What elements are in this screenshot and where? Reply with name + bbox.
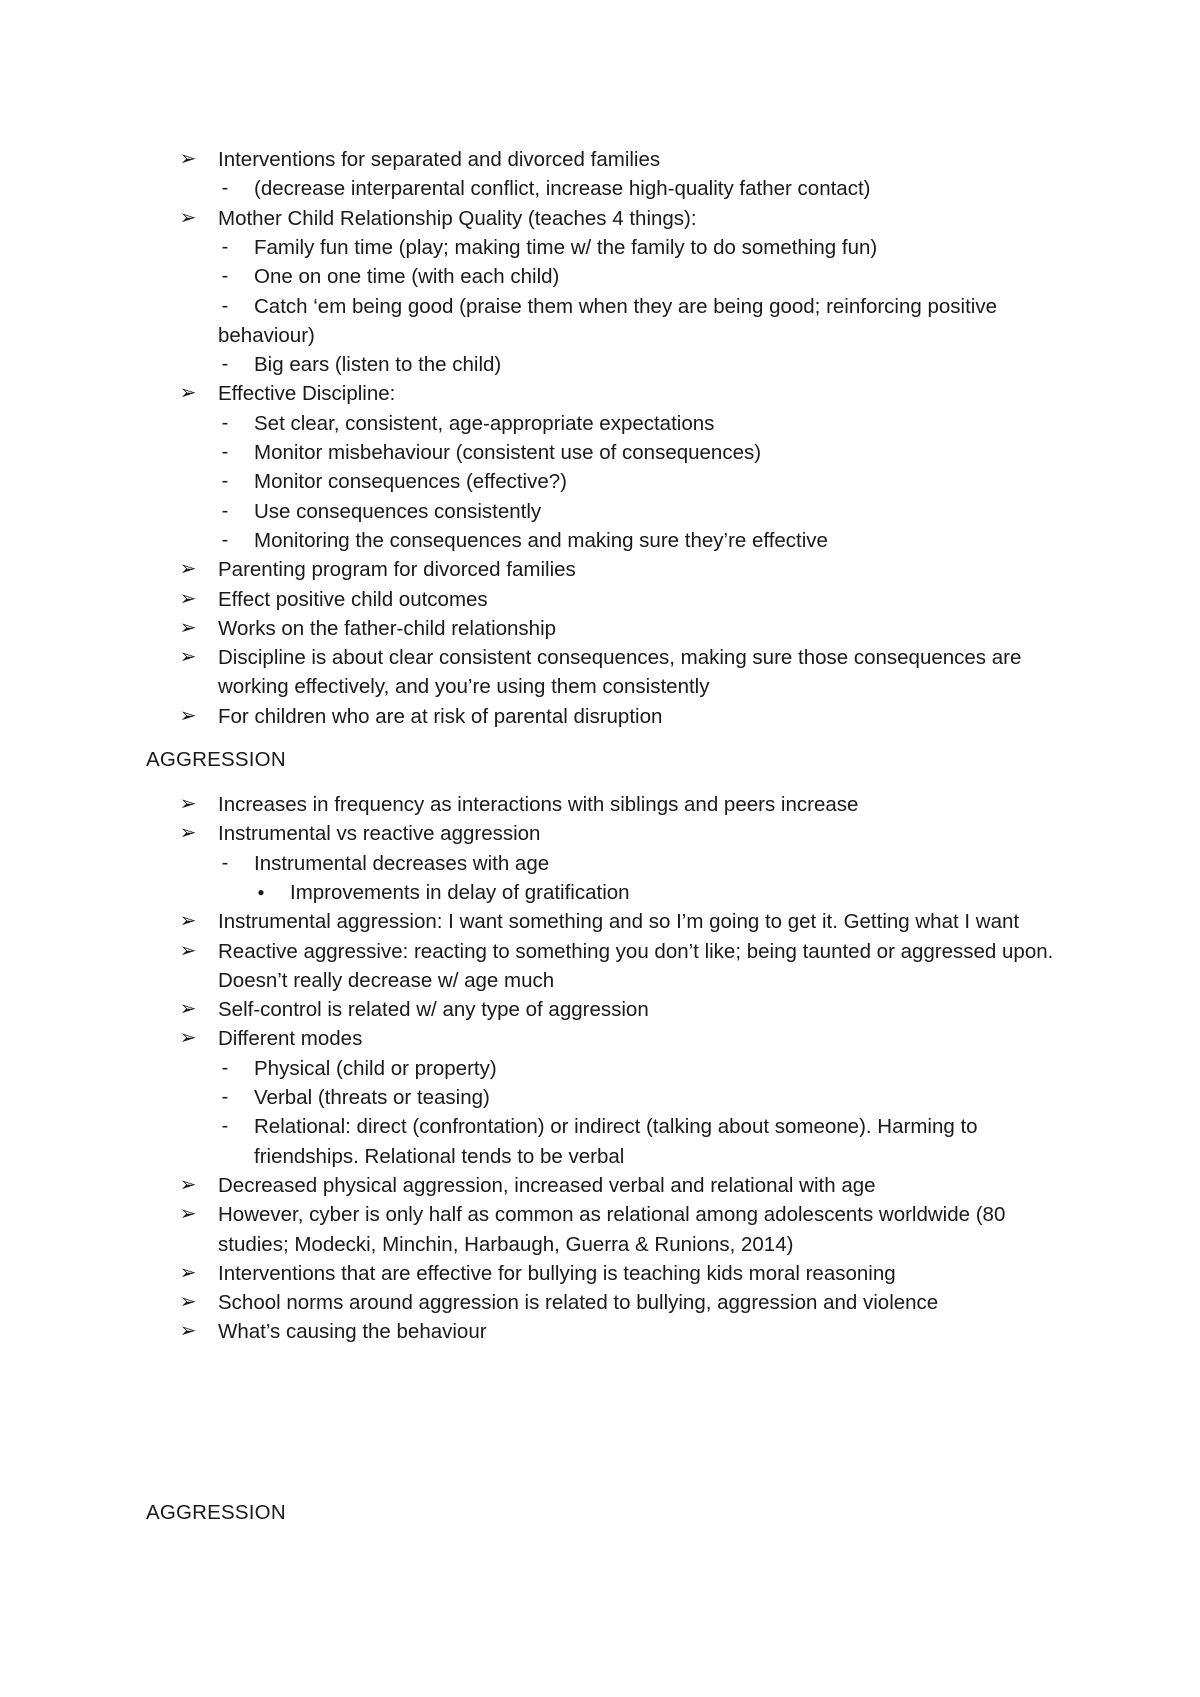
list-item-text: friendships. Relational tends to be verbal: [254, 1144, 625, 1168]
list-item-text: behaviour): [218, 323, 315, 347]
list-item-text: Effect positive child outcomes: [218, 587, 488, 611]
list-item-text: What’s causing the behaviour: [218, 1320, 487, 1344]
section-heading-aggression-repeat: AGGRESSION: [146, 1501, 286, 1524]
dash-bullet-icon: -: [221, 353, 229, 376]
dash-bullet-icon: -: [221, 1115, 229, 1138]
dash-bullet-icon: -: [221, 470, 229, 493]
arrow-bullet-icon: ➢: [179, 939, 197, 962]
dash-bullet-icon: -: [221, 294, 229, 317]
list-item-text: Mother Child Relationship Quality (teaches 4 things):: [218, 206, 697, 230]
list-item-text: Reactive aggressive: reacting to something you don’t like; being taunted or aggressed upon.: [218, 939, 1054, 963]
list-item-text: For children who are at risk of parental disruption: [218, 704, 663, 728]
list-item-text: Doesn’t really decrease w/ age much: [218, 968, 555, 992]
list-item-text: Interventions for separated and divorced families: [218, 148, 661, 171]
list-item-text: Increases in frequency as interactions with siblings and peers increase: [218, 793, 859, 816]
list-item-text: Family fun time (play; making time w/ the family to do something fun): [254, 235, 878, 259]
dash-bullet-icon: -: [221, 1086, 229, 1108]
list-item-text: Monitor misbehaviour (consistent use of consequences): [254, 441, 762, 464]
list-item-text: Instrumental aggression: I want something and so I’m going to get it. Getting what I want: [218, 910, 1020, 934]
dash-bullet-icon: -: [221, 851, 229, 874]
list-item-text: Instrumental decreases with age: [254, 851, 550, 875]
dash-bullet-icon: -: [221, 499, 229, 522]
arrow-bullet-icon: ➢: [179, 1320, 197, 1343]
list-item-text: Physical (child or property): [254, 1056, 497, 1080]
arrow-bullet-icon: ➢: [179, 910, 197, 933]
list-item-text: working effectively, and you’re using them consistently: [218, 675, 710, 699]
dash-bullet-icon: -: [221, 1056, 229, 1079]
list-item-text: Use consequences consistently: [254, 499, 542, 523]
arrow-bullet-icon: ➢: [179, 704, 197, 727]
arrow-bullet-icon: ➢: [179, 646, 197, 669]
list-item-text: Interventions that are effective for bullying is teaching kids moral reasoning: [218, 1261, 896, 1285]
arrow-bullet-icon: ➢: [179, 1261, 197, 1284]
arrow-bullet-icon: ➢: [179, 793, 197, 815]
list-item-text: Monitoring the consequences and making sure they’re effective: [254, 528, 828, 552]
list-item-text: Big ears (listen to the child): [254, 353, 502, 377]
list-item-text: One on one time (with each child): [254, 265, 560, 289]
arrow-bullet-icon: ➢: [179, 587, 197, 610]
dash-bullet-icon: -: [221, 528, 229, 551]
list-item-text: Set clear, consistent, age-appropriate expectations: [254, 411, 715, 435]
dash-bullet-icon: -: [221, 177, 229, 200]
list-item-text: Works on the father-child relationship: [218, 616, 557, 640]
arrow-bullet-icon: ➢: [179, 822, 197, 845]
arrow-bullet-icon: ➢: [179, 558, 197, 581]
dash-bullet-icon: -: [221, 235, 229, 258]
arrow-bullet-icon: ➢: [179, 382, 197, 405]
arrow-bullet-icon: ➢: [179, 1027, 197, 1050]
arrow-bullet-icon: ➢: [179, 148, 197, 170]
section-heading-aggression: AGGRESSION: [146, 748, 286, 771]
list-item-text: Improvements in delay of gratification: [290, 880, 630, 904]
arrow-bullet-icon: ➢: [179, 1173, 197, 1196]
dash-bullet-icon: -: [221, 265, 229, 288]
arrow-bullet-icon: ➢: [179, 616, 197, 639]
list-item-text: However, cyber is only half as common as relational among adolescents worldwide (80: [218, 1203, 1006, 1227]
list-item-text: Different modes: [218, 1027, 363, 1051]
dash-bullet-icon: -: [221, 411, 229, 434]
list-item-text: (decrease interparental conflict, increase high-quality father contact): [254, 177, 871, 201]
list-item-text: studies; Modecki, Minchin, Harbaugh, Guerra & Runions, 2014): [218, 1232, 794, 1256]
list-item-text: Instrumental vs reactive aggression: [218, 822, 541, 846]
list-item-text: School norms around aggression is related to bullying, aggression and violence: [218, 1291, 939, 1315]
list-item-text: Discipline is about clear consistent consequences, making sure those consequences are: [218, 646, 1022, 670]
list-item-text: Self-control is related w/ any type of aggression: [218, 998, 649, 1022]
arrow-bullet-icon: ➢: [179, 1291, 197, 1314]
arrow-bullet-icon: ➢: [179, 206, 197, 229]
arrow-bullet-icon: ➢: [179, 998, 197, 1021]
list-item-text: Decreased physical aggression, increased verbal and relational with age: [218, 1173, 876, 1197]
list-item-text: Effective Discipline:: [218, 382, 396, 406]
list-item-text: Monitor consequences (effective?): [254, 470, 567, 494]
list-item-text: Verbal (threats or teasing): [254, 1086, 490, 1109]
list-item-text: Relational: direct (confrontation) or indirect (talking about someone). Harming to: [254, 1115, 978, 1139]
list-item-text: Parenting program for divorced families: [218, 558, 576, 582]
dot-bullet-icon: ●: [257, 884, 265, 899]
list-item-text: Catch ‘em being good (praise them when they are being good; reinforcing positive: [254, 294, 997, 318]
arrow-bullet-icon: ➢: [179, 1203, 197, 1226]
dash-bullet-icon: -: [221, 441, 229, 463]
